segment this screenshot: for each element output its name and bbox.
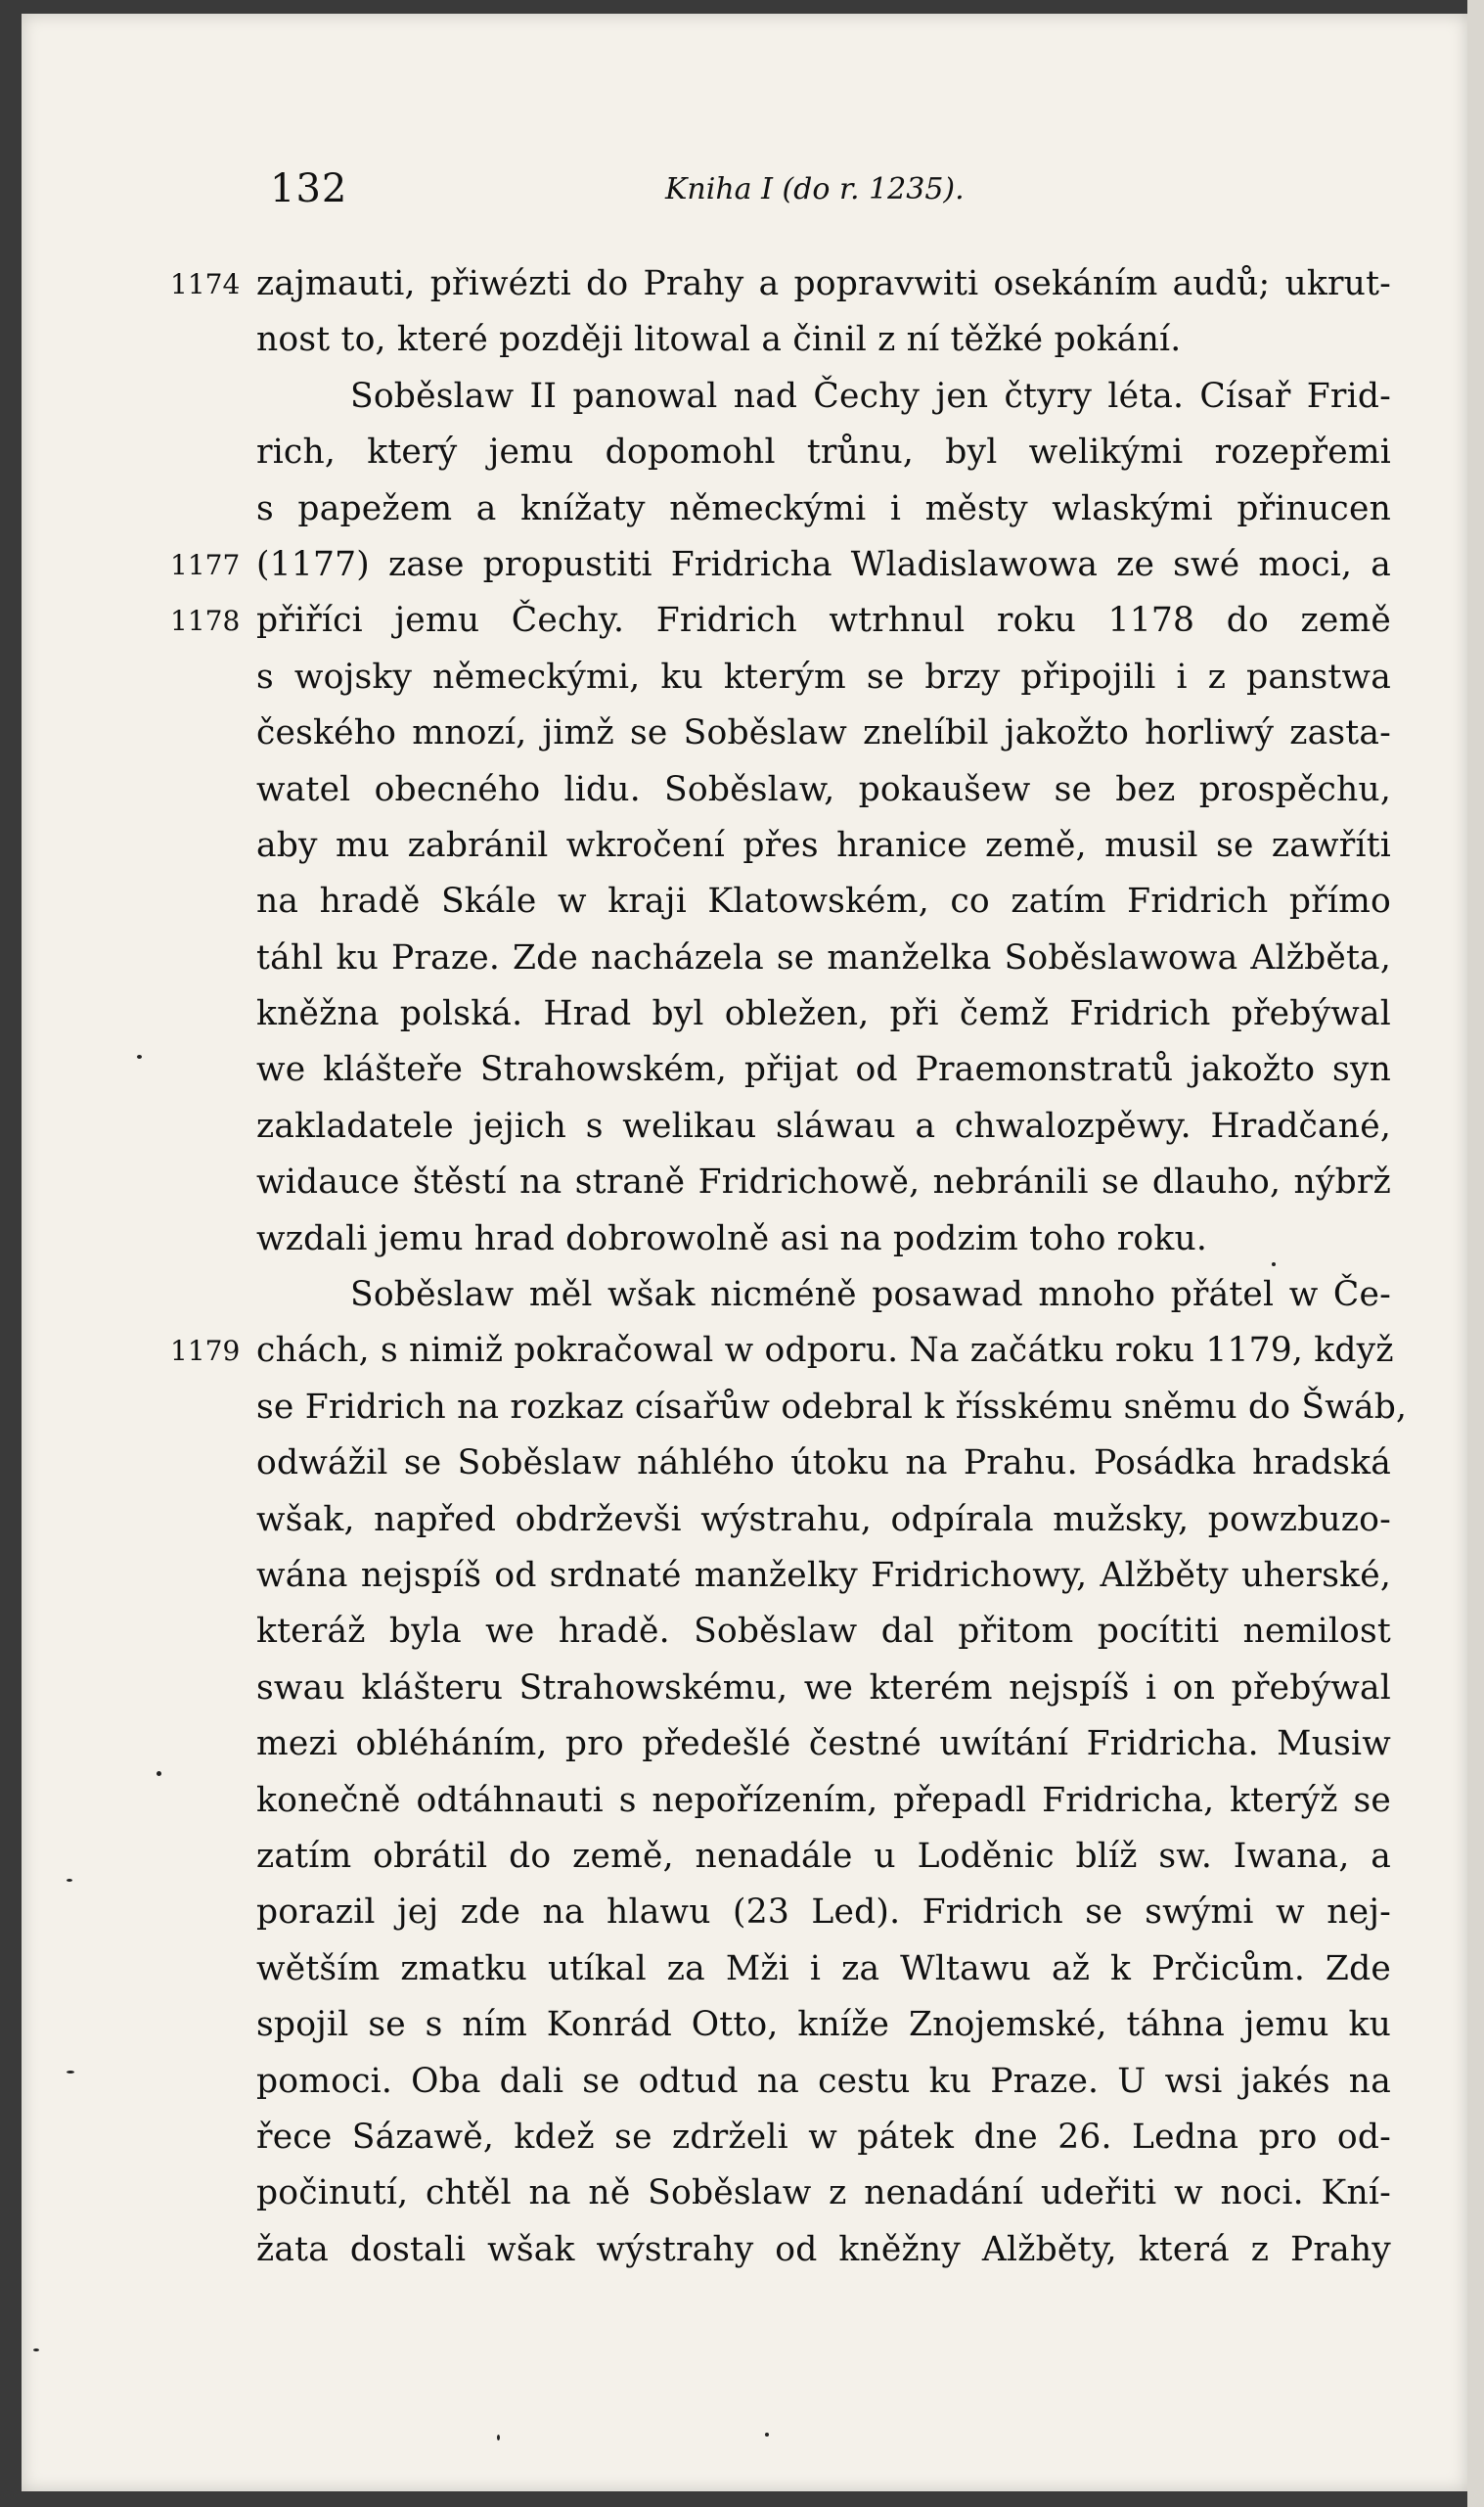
line-text: nost to, které později litowal a činil z ní těžké pokání. <box>256 320 1182 360</box>
line-text: žata dostali wšak wýstrahy od kněžny Alžběty, která z Prahy <box>256 2229 1391 2269</box>
page-edge <box>1467 0 1484 2507</box>
text-line <box>170 593 1391 649</box>
line-text: widauce štěstí na straně Fridrichowě, nebránili se dlauho, nýbrž <box>256 1162 1391 1203</box>
line-text: s wojsky německými, ku kterým se brzy připojili i z panstwa <box>256 657 1391 697</box>
text-line <box>256 1773 1391 1829</box>
line-text: mezi obléháním, pro předešlé čestné uwítání Fridricha. Musiw <box>256 1724 1391 1764</box>
text-line <box>170 1323 1394 1379</box>
text-line <box>256 1211 1391 1267</box>
page-number: 132 <box>270 166 348 211</box>
line-text: s papežem a knížaty německými i městy wlaskými přinucen <box>256 488 1391 528</box>
line-text: Soběslaw měl wšak nicméně posawad mnoho přátel w Če- <box>350 1275 1391 1315</box>
text-line <box>256 818 1391 874</box>
text-line <box>256 1492 1391 1548</box>
text-line <box>256 706 1391 761</box>
text-line <box>256 2222 1391 2278</box>
scan-speck <box>67 1879 72 1882</box>
text-line <box>256 481 1391 537</box>
text-line <box>170 256 1391 312</box>
scan-speck <box>1272 1262 1276 1266</box>
scan-speck <box>33 2348 39 2351</box>
text-line <box>256 986 1391 1042</box>
page-header <box>0 166 1484 215</box>
text-line <box>256 1099 1391 1155</box>
text-line <box>256 312 1391 368</box>
line-text: se Fridrich na rozkaz císařůw odebral k řísskému sněmu do Šwáb, <box>256 1387 1408 1427</box>
line-text: pomoci. Oba dali se odtud na cestu ku Praze. U wsi jakés na <box>256 2061 1391 2101</box>
line-text: konečně odtáhnauti s nepořízením, přepadl Fridricha, kterýž se <box>256 1780 1391 1820</box>
text-line <box>256 1548 1391 1604</box>
line-text: aby mu zabránil wkročení přes hranice země, musil se zawříti <box>256 825 1391 865</box>
line-text: na hradě Skále w kraji Klatowském, co zatím Fridrich přímo <box>256 882 1391 922</box>
line-text: kněžna polská. Hrad byl obležen, při čemž Fridrich přebýwal <box>256 994 1391 1034</box>
text-line <box>170 537 1391 593</box>
text-line <box>256 931 1391 986</box>
text-line <box>256 650 1391 706</box>
scan-speck <box>497 2435 500 2440</box>
line-text: přiříci jemu Čechy. Fridrich wtrhnul roku 1178 do země <box>256 601 1391 641</box>
text-line <box>256 1885 1391 1940</box>
text-line <box>256 369 1391 425</box>
text-line <box>256 2110 1391 2165</box>
text-line <box>256 1267 1391 1323</box>
line-text: zakladatele jejich s welikau sláwau a chwalozpěwy. Hradčané, <box>256 1106 1391 1146</box>
text-line <box>256 1155 1391 1210</box>
text-line <box>256 425 1391 480</box>
text-line <box>256 1380 1408 1436</box>
text-line <box>256 762 1391 818</box>
margin-year: 1179 <box>170 1335 241 1368</box>
text-line <box>256 1042 1391 1098</box>
text-line <box>256 1716 1391 1772</box>
body-text <box>170 256 1408 2278</box>
line-text: wána nejspíš od srdnaté manželky Fridrichowy, Alžběty uherské, <box>256 1555 1391 1595</box>
scan-speck <box>157 1771 161 1776</box>
text-line <box>256 1829 1391 1885</box>
line-text: rich, který jemu dopomohl trůnu, byl welikými rozepřemi <box>256 433 1391 473</box>
text-line <box>256 1436 1391 1491</box>
text-line <box>256 1997 1391 2053</box>
line-text: Soběslaw II panowal nad Čechy jen čtyry léta. Císař Frid- <box>350 376 1391 416</box>
line-text: řece Sázawě, kdež se zdrželi w pátek dne 26. Ledna pro od- <box>256 2117 1391 2157</box>
line-text: odwážil se Soběslaw náhlého útoku na Prahu. Posádka hradská <box>256 1443 1391 1483</box>
line-text: wzdali jemu hrad dobrowolně asi na podzim toho roku. <box>256 1218 1208 1258</box>
line-text: chách, s nimiž pokračowal w odporu. Na začátku roku 1179, když <box>256 1331 1394 1371</box>
line-text: swau klášteru Strahowskému, we kterém nejspíš i on přebýwal <box>256 1667 1391 1708</box>
text-line <box>256 1604 1391 1660</box>
margin-year: 1177 <box>170 548 241 581</box>
line-text: wětším zmatku utíkal za Mži i za Wltawu až k Prčicům. Zde <box>256 1948 1391 1988</box>
running-head: Kniha I (do r. 1235). <box>665 172 965 206</box>
text-line <box>256 1941 1391 1997</box>
scan-speck <box>67 2071 74 2074</box>
scan-speck <box>765 2433 769 2437</box>
line-text: počinutí, chtěl na ně Soběslaw z nenadání udeřiti w noci. Kní- <box>256 2173 1391 2213</box>
text-line <box>256 1661 1391 1716</box>
line-text: (1177) zase propustiti Fridricha Wladislawowa ze swé moci, a <box>256 544 1391 584</box>
line-text: zatím obrátil do země, nenadále u Loděnic blíž sw. Iwana, a <box>256 1836 1391 1876</box>
text-line <box>256 874 1391 930</box>
line-text: táhl ku Praze. Zde nacházela se manželka Soběslawowa Alžběta, <box>256 937 1391 978</box>
margin-year: 1174 <box>170 268 241 300</box>
line-text: spojil se s ním Konrád Otto, kníže Znojemské, táhna jemu ku <box>256 2005 1391 2045</box>
margin-year: 1178 <box>170 605 241 638</box>
line-text: kteráž byla we hradě. Soběslaw dal přitom pocítiti nemilost <box>256 1612 1391 1652</box>
line-text: wšak, napřed obdrževši wýstrahu, odpírala mužsky, powzbuzo- <box>256 1499 1391 1539</box>
line-text: českého mnozí, jimž se Soběslaw znelíbil jakožto horliwý zasta- <box>256 713 1391 753</box>
scan-speck <box>137 1055 142 1059</box>
text-line <box>256 2054 1391 2110</box>
text-line <box>256 2165 1391 2221</box>
line-text: porazil jej zde na hlawu (23 Led). Fridrich se swými w nej- <box>256 1892 1391 1933</box>
line-text: we klášteře Strahowském, přijat od Praemonstratů jakožto syn <box>256 1050 1391 1090</box>
line-text: zajmauti, přiwézti do Prahy a popravwiti osekáním audů; ukrut- <box>256 264 1391 303</box>
line-text: watel obecného lidu. Soběslaw, pokaušew se bez prospěchu, <box>256 769 1391 809</box>
